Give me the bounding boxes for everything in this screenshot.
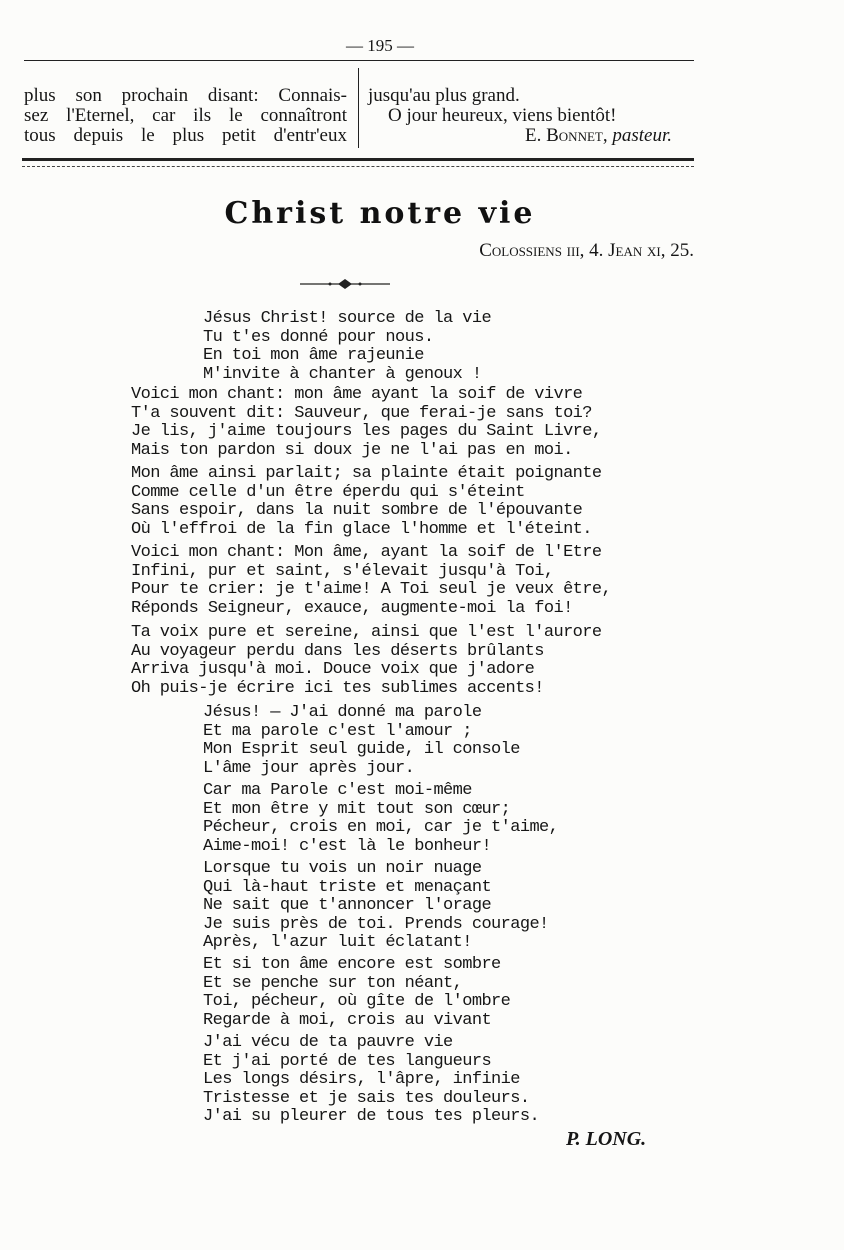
- text-line: sez l'Eternel, car ils le connaîtront: [24, 105, 347, 126]
- stanza: [203, 704, 520, 778]
- poem-line: Ne sait que t'annoncer l'orage: [203, 896, 492, 915]
- poem-line: M'invite à chanter à genoux !: [203, 364, 482, 384]
- poem-line: Où l'effroi de la fin glace l'homme et l'éteint.: [131, 519, 592, 539]
- text-line: jusqu'au plus grand.: [368, 85, 520, 106]
- poem-line: Sans espoir, dans la nuit sombre de l'épouvante: [131, 501, 583, 520]
- poem-line: Ta voix pure et sereine, ainsi que l'est l'aurore: [131, 623, 602, 642]
- poem-line: Mais ton pardon si doux je ne l'ai pas en moi.: [131, 440, 573, 460]
- stanza: [203, 782, 558, 856]
- poem-line: J'ai su pleurer de tous tes pleurs.: [203, 1107, 540, 1126]
- poem-line: Les longs désirs, l'âpre, infinie: [203, 1070, 520, 1089]
- column-divider: [358, 68, 359, 148]
- text-line: tous depuis le plus petit d'entr'eux: [24, 125, 347, 146]
- poem-line: Voici mon chant: Mon âme, ayant la soif de l'Etre: [131, 543, 602, 562]
- poem-line: Après, l'azur luit éclatant!: [203, 933, 472, 952]
- poem-line: Tu t'es donné pour nous.: [203, 327, 434, 347]
- poem-line: Pécheur, crois en moi, car je t'aime,: [203, 818, 559, 837]
- poem-line: Qui là-haut triste et menaçant: [203, 877, 492, 897]
- stanza: [131, 386, 601, 460]
- poem-line: Comme celle d'un être éperdu qui s'éteint: [131, 482, 525, 502]
- poem-line: Voici mon chant: mon âme ayant la soif de vivre: [131, 385, 583, 404]
- page-number: — 195 —: [346, 36, 414, 55]
- poem-line: Aime-moi! c'est là le bonheur!: [203, 836, 492, 856]
- poem-line: Et j'ai porté de tes langueurs: [203, 1051, 492, 1071]
- poem-line: Au voyageur perdu dans les déserts brûlants: [131, 641, 544, 661]
- section-separator: [22, 158, 694, 161]
- poem-line: Car ma Parole c'est moi-même: [203, 781, 472, 800]
- poem-reference: Colossiens iii, 4. Jean xi, 25.: [479, 240, 694, 261]
- poem-line: Mon Esprit seul guide, il console: [203, 740, 520, 759]
- poem-line: Tristesse et je sais tes douleurs.: [203, 1088, 530, 1108]
- ornament-divider: [300, 278, 390, 290]
- signature-name: E. Bonnet,: [525, 125, 608, 146]
- poem-line: Jésus Christ! source de la vie: [203, 309, 492, 328]
- stanza: [203, 310, 491, 384]
- previous-article-left-column: [24, 86, 347, 146]
- previous-article-signature: [368, 126, 672, 146]
- stanza: [203, 1034, 539, 1127]
- text-line: O jour heureux, viens bientôt!: [388, 105, 617, 126]
- poem-line: Infini, pur et saint, s'élevait jusqu'à Toi,: [131, 561, 554, 581]
- stanza: [203, 860, 549, 953]
- poem-line: J'ai vécu de ta pauvre vie: [203, 1033, 453, 1052]
- poem-line: Réponds Seigneur, exauce, augmente-moi la foi!: [131, 598, 573, 618]
- poem-line: Et si ton âme encore est sombre: [203, 955, 501, 974]
- poem-line: Oh puis-je écrire ici tes sublimes accents!: [131, 678, 544, 698]
- text-line: plus son prochain disant: Connais-: [24, 85, 347, 106]
- header-rule: [24, 60, 694, 61]
- poem-title: Christ notre vie: [224, 196, 536, 231]
- poem-line: En toi mon âme rajeunie: [203, 346, 424, 365]
- poem-line: Je suis près de toi. Prends courage!: [203, 914, 549, 934]
- poem-line: Pour te crier: je t'aime! A Toi seul je veux être,: [131, 580, 612, 599]
- poem-line: Et se penche sur ton néant,: [203, 973, 463, 993]
- stanza: [131, 465, 601, 539]
- poem-line: Lorsque tu vois un noir nuage: [203, 859, 482, 878]
- poem-line: T'a souvent dit: Sauveur, que ferai-je sans toi?: [131, 403, 592, 423]
- poem-line: Et ma parole c'est l'amour ;: [203, 721, 472, 741]
- poem-author: P. LONG.: [566, 1128, 647, 1150]
- stanza: [131, 624, 601, 698]
- poem-line: Mon âme ainsi parlait; sa plainte était poignante: [131, 464, 602, 483]
- signature-role: pasteur.: [612, 125, 672, 146]
- stanza: [203, 956, 510, 1030]
- section-separator-ornament: [22, 166, 694, 167]
- previous-article-right-column: [368, 86, 672, 146]
- stanza: [131, 544, 611, 618]
- poem-line: L'âme jour après jour.: [203, 758, 415, 778]
- poem-line: Je lis, j'aime toujours les pages du Saint Livre,: [131, 422, 602, 441]
- poem-line: Regarde à moi, crois au vivant: [203, 1010, 492, 1030]
- poem-line: Arriva jusqu'à moi. Douce voix que j'adore: [131, 660, 535, 679]
- poem-line: Jésus! — J'ai donné ma parole: [203, 703, 482, 722]
- poem-line: Et mon être y mit tout son cœur;: [203, 799, 511, 819]
- poem-line: Toi, pécheur, où gîte de l'ombre: [203, 992, 511, 1011]
